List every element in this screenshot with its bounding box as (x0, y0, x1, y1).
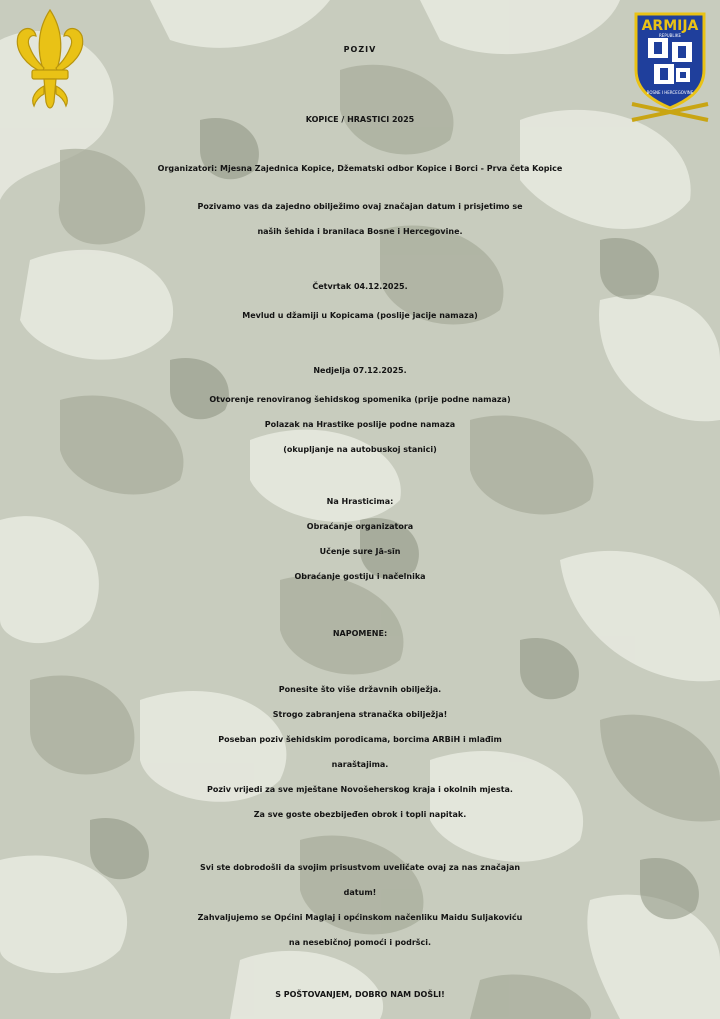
note-item-6: Za sve goste obezbijeđen obrok i topli napitak. (253, 810, 467, 819)
organizers-line: Organizatori: Mjesna Zajednica Kopice, Džematski odbor Kopice i Borci - Prva četa Kopice (157, 164, 563, 173)
intro-line-2: naših šehida i branilaca Bosne i Hercegovine. (257, 227, 463, 236)
note-item-1: Ponesite što više državnih obilježja. (278, 685, 442, 694)
note-item-3: Poseban poziv šehidskim porodicama, borcima ARBiH i mlađim (218, 735, 502, 744)
day2-event-2: Polazak na Hrastike poslije podne namaza (264, 420, 456, 429)
note-item-2: Strogo zabranjena stranačka obilježja! (272, 710, 448, 719)
note-item-5: Poziv vrijedi za sve mještane Novošeherskog kraja i okolnih mjesta. (207, 785, 513, 794)
hrastici-heading: Na Hrasticima: (326, 497, 394, 506)
closing-line-1: Svi ste dobrodošli da svojim prisustvom uveličate ovaj za nas značajan (199, 863, 521, 872)
page-title: POZIV (343, 45, 377, 54)
closing-line-2: datum! (343, 888, 377, 897)
hrastici-item-1: Obraćanje organizatora (306, 522, 414, 531)
day2-event-1: Otvorenje renoviranog šehidskog spomenika (prije podne namaza) (209, 395, 511, 404)
notes-heading: NAPOMENE: (332, 629, 388, 638)
page-subtitle: KOPICE / HRASTICI 2025 (305, 115, 415, 124)
note-item-4: naraštajima. (331, 760, 389, 769)
crest-line2: BOSNE I HERCEGOVINE (646, 90, 694, 95)
day1-event: Mevlud u džamiji u Kopicama (poslije jacije namaza) (242, 311, 478, 320)
intro-line-1: Pozivamo vas da zajedno obilježimo ovaj značajan datum i prisjetimo se (197, 202, 523, 211)
day1-date: Četvrtak 04.12.2025. (312, 282, 408, 291)
closing-line-3: Zahvaljujemo se Općini Maglaj i općinskom načenliku Maidu Suljakoviću (197, 913, 523, 922)
signoff: S POŠTOVANJEM, DOBRO NAM DOŠLI! (275, 990, 445, 999)
crest-line1: REPUBLIKE (659, 33, 681, 38)
hrastici-item-2: Učenje sure Jā-sīn (319, 547, 401, 556)
crest-title: ARMIJA (641, 18, 699, 34)
day2-event-3: (okupljanje na autobuskoj stanici) (283, 445, 437, 454)
day2-date: Nedjelja 07.12.2025. (313, 366, 407, 375)
hrastici-item-3: Obraćanje gostiju i načelnika (294, 572, 426, 581)
closing-line-4: na nesebičnoj pomoći i podršci. (288, 938, 432, 947)
